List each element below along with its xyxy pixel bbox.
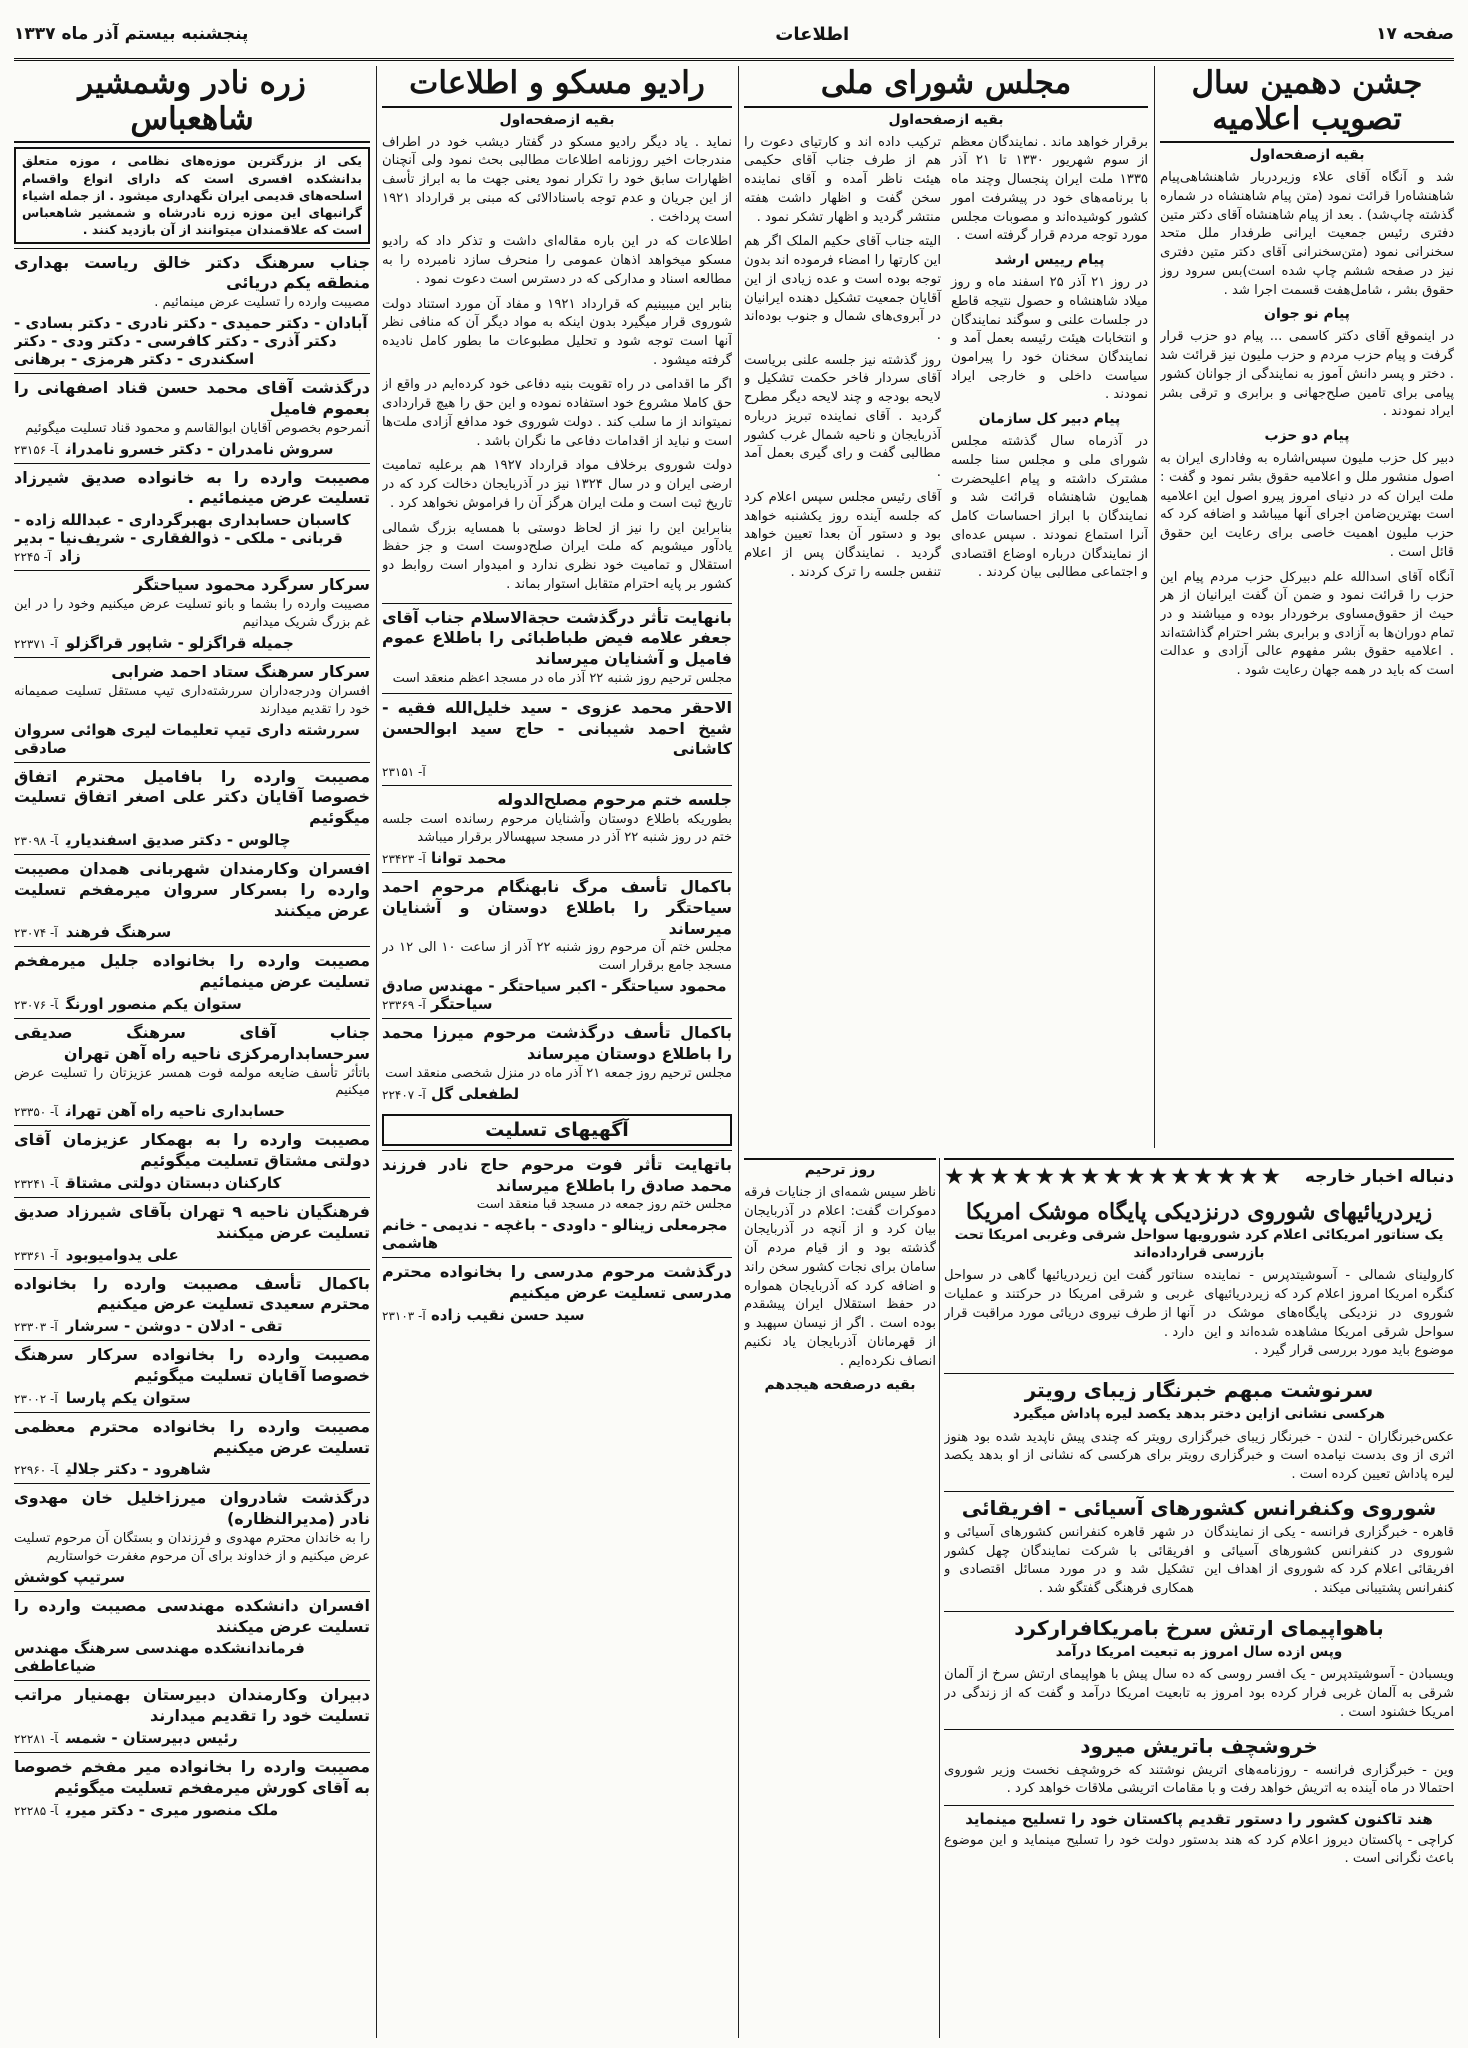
- headline-khrushchev: خروشچف باتریش میرود: [944, 1729, 1454, 1759]
- notice-text: باتأثر تأسف ضایعه مولمه فوت همسر عزیزتان را تسلیت عرض میکنیم: [14, 1065, 370, 1099]
- paragraph: سناتور گفت این زیردریائیها گاهی در سواحل غربی و شرقی امریکا در حرکتند و عملیات آنها از طرف نیروی دریائی مورد مراقبت قرار دارد .: [944, 1268, 1194, 1340]
- column-rule: [1154, 66, 1155, 1148]
- notice: [14, 1591, 370, 1681]
- paragraph: اگر ما اقدامی در راه تقویت بنیه دفاعی خود کرده‌ایم در واقع از حق کاملا مشروع خود استفاده نموده و این حق را هیچ قراردادی نمیتواند از ما سلب کند . دولت شوروی خود مدافع آزادی ملت‌ها است و نباید از اقدامات دفاعی ما نگران باشد .: [382, 377, 732, 449]
- notice-signature: سروش نامدران - دکتر خسرو نامدران: [66, 439, 334, 458]
- notice-text: بطوریکه باطلاع دوستان وآشنایان مرحوم رسانده است جلسه ختم در روز شنبه ۲۲ آذر در مسجد سپهسالار برقرار میباشد: [382, 812, 732, 845]
- notice-signature: شاهرود - دکتر جلالی: [66, 1460, 211, 1479]
- notice-signature: سرتیپ کوشش: [14, 1567, 126, 1586]
- paragraph: در اینموقع آقای دکتر کاسمی ... پیام دو حزب قرار گرفت و پیام حزب مردم و حزب ملیون نیز قرائت شد . دختر و پسر دانش آموز به نمایندگی از جوانان کشور پیامی برای تامین صلح‌جهانی و برابری و ترقی بشر ایراد نمودند .: [1160, 329, 1454, 420]
- notice-code: آ- ۲۳۳۶۹: [382, 998, 426, 1013]
- notice-signature: سرهنگ فرهند: [65, 923, 172, 942]
- paragraph: ترکیب داده اند و کارتیای دعوت را هم از طرف جناب آقای حکیمی هیئت ناظر آمده و آقای نماینده سخن گفت و اظهار داشت هفته منتشر گردید و اظهار تشکر نمود .: [744, 134, 941, 225]
- notice: [14, 248, 370, 374]
- notice-title: افسران وکارمندان شهربانی همدان مصیبت وارده را بسرکار سروان میرمفخم تسلیت عرض میکنند: [14, 858, 370, 920]
- notice-signature: کاسبان حسابداری بهبرگرداری - عبدالله زاده - قربانی - ملکی - ذوالفقاری - شریف‌نیا - بدیر زاد: [14, 511, 351, 566]
- paragraph: بنابراین این را نیز از لحاظ دوستی با همسایه بزرگ شمالی یادآور میشویم که ملت ایران صلح‌دوست است و جز حفظ استقلال و تمامیت خود نظری ندارد و امیدوار است روابط دو کشور بر پایه احترام متقابل استوار بماند .: [382, 520, 732, 592]
- paragraph: بنابر این میبینیم که قرارداد ۱۹۲۱ و مفاد آن مورد استناد دولت شوروی قرار میگیرد بدون اینکه به مواد دیگر آن که منافی نظر آنها است توجه شود و تحلیل مطبوعات ما بطور کامل نادیده گرفته میشود .: [382, 296, 732, 368]
- notice-text: مجلس ختم آن مرحوم روز شنبه ۲۲ آذر از ساعت ۱۰ الی ۱۲ در مسجد جامع برقرار است: [382, 940, 732, 974]
- masthead: [14, 10, 1454, 61]
- notice: [14, 762, 370, 854]
- notice-title: باکمال تأسف مرگ نابهنگام مرحوم احمد سیاحتگر را باطلاع دوستان و آشنایان میرساند: [382, 876, 732, 938]
- notice-text: افسران ودرجه‌داران سررشته‌داری تیپ مستقل تسلیت صمیمانه خود را تقدیم میدارند: [14, 683, 370, 717]
- headline-defector: باهواپیمای ارتش سرخ بامریکافرارکرد: [944, 1611, 1454, 1641]
- continued-label: بقیه ازصفحه‌اول: [1249, 147, 1365, 164]
- notice-signature: محمود سیاحتگر - اکبر سیاحتگر - مهندس صادق سیاحتگر: [382, 977, 727, 1014]
- notice: [14, 1680, 370, 1752]
- obituary-column: [14, 66, 370, 2038]
- notice-signature: علی یدوامیوبود: [65, 1245, 179, 1264]
- notice-title: مصیبت وارده را به بهمکار عزیزمان آقای دولتی مشتاق تسلیت میگوئیم: [14, 1130, 370, 1171]
- notice-title: باتهایت تأثر فوت مرحوم حاج نادر فرزند محمد صادق را باطلاع میرساند: [382, 1154, 732, 1195]
- notice-signature: محمد توانا: [430, 848, 507, 867]
- subheading: روز ترحیم: [804, 1162, 876, 1178]
- notice-code: آ- ۲۳۲۴۱: [14, 1176, 59, 1191]
- notice-code: آ- ۲۲۲۸۵: [14, 1803, 59, 1818]
- paragraph: در روز ۲۱ آذر ۲۵ اسفند ماه و روز میلاد شاهنشاه و حصول نتیجه قاطع در جلسات علنی و سوگند نمایندگان و انتخابات هیئت رئیسه بعمل آمد و نمایندگان سخنان خود را پیرامون سیاست داخلی و خارجی ایراد نمودند .: [951, 275, 1148, 403]
- notice: [14, 1018, 370, 1125]
- deck-defector: وپس ازده سال امروز به تبعیت امریکا درآمد: [1055, 1643, 1343, 1660]
- continued-label: بقیه ازصفحه‌اول: [499, 111, 615, 128]
- notice-code: آ- ۲۳۰۷۴: [14, 926, 58, 941]
- notice-list: [14, 248, 370, 1824]
- section-label: دنباله اخبار خارجه: [1304, 1167, 1454, 1187]
- notice-code: آ- ۲۳۰۰۲: [14, 1391, 58, 1406]
- subheading: پیام رییس ارشد: [994, 252, 1105, 269]
- notice-title: جلسه ختم مرحوم مصلح‌الدوله: [497, 790, 732, 810]
- date-line: پنجشنبه بیستم آذر ماه ۱۳۳۷: [14, 24, 249, 44]
- notice-code: آ- ۲۳۱۵۱: [382, 765, 426, 780]
- paragraph: آنگاه آقای اسدالله علم دبیرکل حزب مردم پیام این حزب را قرائت نمود و ضمن آن گفت ایرانیان از هر حیث از حقوق‌مساوی برخوردار بوده و میباشند و در تمام دوران‌ها به آزادی و برابری بشر احترام گذاشته‌اند . اعلامیه حقوق بشر مفهوم عالی آزادی و عدالت است که باید در همه جهان رعایت شود .: [1160, 569, 1454, 679]
- notice-code: آ- ۲۳۴۲۳: [382, 851, 426, 866]
- notice: [382, 603, 732, 693]
- headline-pakistan: هند تاکنون کشور را دستور تقدیم پاکستان خود را تسلیح مینماید: [944, 1805, 1454, 1829]
- notice-text: مجلس ترحیم روز جمعه ۲۱ آذر ماه در منزل شخصی منعقد است: [385, 1065, 732, 1081]
- notice-title: دبیران وکارمندان دبیرستان بهمنیار مراتب تسلیت خود را تقدیم میدارند: [14, 1685, 370, 1726]
- subheading: پیام دبیر کل سازمان: [978, 411, 1121, 428]
- condolence-ads-title: آگهیهای تسلیت: [382, 1114, 732, 1146]
- notice-signature: فرماندانشکده مهندسی سرهنگ مهندس ضیاعاطفی: [14, 1639, 305, 1676]
- headline-majlis: مجلس شورای ملی: [744, 66, 1148, 108]
- notice-code: آ- ۲۲۴۰۷: [382, 1087, 426, 1102]
- notice-text: مجلس ختم روز جمعه در مسجد قبا منعقد است: [476, 1197, 732, 1213]
- notice-code: آ- ۲۳۰۷۶: [14, 997, 59, 1012]
- paragraph: دولت شوروی برخلاف مواد قرارداد ۱۹۲۷ هم برعلیه تمامیت ارضی ایران و در سال ۱۳۲۴ نیز در آذربایجان دخالت کرد که در تاریخ ثبت است و ملت ایران هرگز آن را فراموش نخواهد کرد .: [382, 458, 732, 511]
- notice-code: آ- ۲۲۹۶۰: [14, 1463, 59, 1478]
- notice: [14, 946, 370, 1018]
- continued-next-label: بقیه درصفحه هیجدهم: [764, 1377, 916, 1394]
- paragraph: الیته جناب آقای حکیم الملک اگر هم این کارتها را امضاء فرموده اند بدون توجه بوده است و عده زیادی از این آقایان جمعیت تشکیل دهنده ایرانیان در آبروی‌های شمال و جنوب بوده‌اند .: [744, 234, 941, 343]
- notice-title: جناب سرهنگ دکتر خالق ریاست بهداری منطقه یکم دریائی: [14, 252, 370, 293]
- paragraph: ویسبادن - آسوشیتدپرس - یک افسر روسی که ده سال پیش با هواپیمای ارتش سرخ از آلمان شرقی به آلمان غربی فرار کرده بود امروز به تابعیت امریکا درآمد و گفت که از زندگی در امریکا خشنود است .: [944, 1667, 1454, 1720]
- newspaper-page: [14, 10, 1454, 2038]
- notice: [14, 1340, 370, 1412]
- notice-code: آ- ۲۳۳۵۰: [14, 1105, 59, 1120]
- deck-submarines: یک سناتور امریکائی اعلام کرد شورویها سواحل شرقی وغربی امریکا تحت بازرسی قرارداده‌اند: [954, 1227, 1444, 1261]
- notice-signature: مجرمعلی زینالو - داودی - باغچه - ندیمی - خانم هاشمی: [382, 1216, 728, 1253]
- notice-title: مصیبت وارده را بخانواده جلیل میرمفخم تسلیت عرض مینمائیم: [14, 951, 370, 992]
- notice-signature: ستوان یکم منصور اورنگ: [66, 994, 242, 1013]
- paragraph: شد و آنگاه آقای علاء وزیردربار شاهنشاهی‌پیام شاهنشاه‌را قرائت نمود (متن پیام شاهنشاه در شماره گذشته چاپ‌شد) . بعد از پیام شاهنشاه آقای دکتر متین دفتری رئیس جمعیت ایرانی طرفدار ملل متحد سخنرانی نمود (متن‌سخنرانی آقای دکتر متین دفتری نیز در صفحه ششم چاپ شده است)‌بس سرود روز حقوق بشر ، شامل‌هفت قسمت اجرا شد .: [1160, 170, 1454, 298]
- headline-jashn: جشن دهمین سال تصویب اعلامیه: [1160, 66, 1454, 143]
- notice-title: الاحقر محمد عزوی - سید خلیل‌الله فقیه - شیخ احمد شیبانی - حاج سید ابوالحسن کاشانی: [382, 697, 732, 759]
- paragraph: کارولینای شمالی - آسوشیتدپرس - نماینده کنگره امریکا امروز اعلام کرد که زیردریائیهای شوروی در نزدیکی پایگاه‌های موشک در سواحل شرقی امریکا مشاهده شده‌اند و این موضوع باید مورد بررسی قرار گیرد .: [1204, 1268, 1454, 1359]
- notice-signature: تقی - ادلان - دوشن - سرشار: [65, 1317, 283, 1336]
- notice-title: مصیبت وارده را بافامیل محترم اتفاق خصوصا آقایان دکتر علی اصغر اتفاق تسلیت میگوئیم: [14, 766, 370, 828]
- headline-museum: زره نادر وشمشیر شاهعباس: [14, 66, 370, 143]
- notice: [14, 1197, 370, 1269]
- notice-title: بانهایت تأثر درگذشت حجةالاسلام جناب آقای جعفر علامه فیض طباطبائی را باطلاع عموم فامیل و آشنایان میرساند: [382, 607, 732, 669]
- paragraph: اطلاعات که در این باره مقاله‌ای داشت و تذکر داد که رادیو مسکو میخواهد اذهان عمومی را منحرف سازد نامبرده را به مطالعه اسناد و مدارکی که در دسترس است دعوت نمود .: [382, 234, 732, 287]
- column-rule: [939, 1158, 940, 2038]
- notice: [382, 872, 732, 1018]
- article-radio: [382, 66, 732, 2038]
- notice: [14, 1412, 370, 1484]
- subheading: پیام نو جوان: [1264, 306, 1350, 323]
- notice-signature: لطفعلی گل: [430, 1084, 520, 1103]
- notice-title: سرکار سرهنگ ستاد احمد ضرابی: [111, 661, 370, 681]
- notice: [14, 1483, 370, 1590]
- notice-signature: ستوان یکم پارسا: [65, 1388, 191, 1407]
- notice-signature: آبادان - دکتر حمیدی - دکتر نادری - دکتر بسادی - دکتر آذری - دکتر کافرسی - دکتر ودی - دکتر اسکندری - دکتر هرمزی - برهانی: [14, 314, 368, 369]
- page-number: صفحه ۱۷: [1376, 24, 1454, 44]
- notice-signature: حسابداری ناحیه راه آهن تهران: [66, 1102, 286, 1121]
- notice-code: آ- ۲۲۴۵: [14, 550, 52, 565]
- paragraph: کراچی - پاکستان دیروز اعلام کرد که هند بدستور دولت خود را تسلیح مینماید و این موضوع باعث نگرانی است .: [944, 1832, 1454, 1867]
- notice: [382, 1257, 732, 1329]
- notice: [14, 854, 370, 946]
- notice-signature: چالوس - دکتر صدیق اسفندیاری: [66, 830, 291, 849]
- paragraph: عکس‌خبرنگاران - لندن - خبرنگار زیبای خبرگزاری رویتر که چندی پیش ناپدید شده بود هنوز اثری از وی بدست نیامده است و خبرگزاری رویتر برای هرکسی که نشانی از او بدهد یکصد لیره پاداش تعیین کرده است .: [944, 1429, 1454, 1483]
- subheading: پیام دو حزب: [1264, 428, 1350, 445]
- notice-title: مصیبت وارده را بخانواده محترم معظمی تسلیت عرض میکنیم: [14, 1416, 370, 1457]
- paragraph: برقرار خواهد ماند . نمایندگان معظم از سوم شهریور ۱۳۳۰ تا ۲۱ آذر ۱۳۳۵ ملت ایران پنجسال وچند ماه با برنامه‌های خود در پیشرفت امور کشور کوشیده‌اند و مصوبات مجلس مورد توجه مردم قرار گرفته است .: [951, 134, 1148, 244]
- notice-signature: رئیس دبیرستان - شمس: [66, 1729, 238, 1747]
- paragraph: در شهر قاهره کنفرانس کشورهای آسیائی و افریقائی با شرکت نمایندگان چهل کشور تشکیل شد و در مورد مسائل اقتصادی و همکاری فرهنگی گفتگو شد .: [944, 1524, 1194, 1597]
- two-column-block: [944, 1524, 1454, 1605]
- notice: [382, 1018, 732, 1108]
- notice-signature: سید حسن نقیب زاده: [430, 1305, 585, 1324]
- paragraph: وین - خبرگزاری فرانسه - روزنامه‌های اتریش نوشتند که خروشچف نخست وزیر شوروی احتمالا در ماه آینده به اتریش خواهد رفت و با مقامات اتریشی ملاقات خواهد کرد .: [944, 1762, 1454, 1797]
- notice-code: آ- ۲۲۳۷۱: [14, 636, 58, 651]
- notice-title: درگذشت آقای محمد حسن قناد اصفهانی را بعموم فامیل: [14, 378, 370, 418]
- notice: [382, 693, 732, 785]
- notice-code: آ- ۲۳۳۰۳: [14, 1320, 58, 1335]
- continued-label: بقیه ازصفحه‌اول: [888, 111, 1004, 128]
- column-rule: [738, 66, 739, 2038]
- headline-radio: رادیو مسکو و اطلاعات: [382, 66, 732, 108]
- notice: [14, 1752, 370, 1824]
- notice-code: آ- ۲۳۱۰۳: [382, 1308, 426, 1323]
- notice-title: درگذشت شادروان میرزاخلیل خان مهدوی نادر (مدیرالنظاره): [14, 1488, 370, 1529]
- notice-text: آنمرحوم بخصوص آقایان ابوالقاسم و محمود قناد تسلیت میگوئیم: [25, 420, 370, 436]
- museum-intro: یکی از بزرگترین موزه‌های نظامی ، موزه متعلق بدانشکده افسری است که دارای انواع واقسام اسلحه‌های قدیمی ایران نگهداری میشود . از جمله اشیاء گرانبهای این موزه زره نادرشاه و شمشیر شاهعباس است که علاقمندان میتوانند از آن بازدید کنند .: [22, 153, 362, 238]
- headline-conference: شوروی وکنفرانس کشورهای آسیائی - افریقائی: [944, 1491, 1454, 1521]
- obituary-block-mid: [382, 603, 732, 1329]
- notice-signature: کارکنان دبستان دولتی مشتاق: [66, 1173, 282, 1192]
- notice-signature: ملک منصور میری - دکتر میری: [66, 1800, 279, 1819]
- notice: [14, 1269, 370, 1341]
- notice: [14, 373, 370, 463]
- notice-title: مصیبت وارده را بخانواده میر مفخم خصوصا به آقای کورش میرمفخم تسلیت میگوئیم: [14, 1757, 370, 1797]
- paragraph: ناظر سیس شمه‌ای از جنایات فرقه دموکرات گفت: اعلام در آذربایجان بیان کرد و از آنچه در آذربایجان گذشته بود و از قیام مردم آن سامان برای نجات کشور سخن راند و اضافه کرد که آذربایجان همواره در حفظ استقلال ایران پیشقدم بوده است . اگر از نیسان سپهبد و از قهرمانان آذربایجان یاد نکنیم انصاف نکرده‌ایم .: [744, 1185, 936, 1369]
- two-column-block: [744, 134, 1148, 589]
- notice-text: مجلس ترحیم روز شنبه ۲۲ آذر ماه در مسجد اعظم منعقد است: [392, 670, 732, 686]
- notice-text: مصیبت وارده را تسلیت عرض مینمائیم .: [154, 295, 370, 311]
- deck-reuters: هرکسی نشانی ازاین دختر بدهد یکصد لیره پاداش میگیرد: [1013, 1406, 1385, 1423]
- notice: [14, 463, 370, 571]
- paragraph: قاهره - خبرگزاری فرانسه - یکی از نمایندگان شوروی در کنفرانس کشورهای آسیائی و افریقائی اعلام کرد که شوروی از اهداف این کنفرانس پشتیبانی میکند .: [1204, 1524, 1454, 1597]
- notice-title: افسران دانشکده مهندسی مصیبت وارده را تسلیت عرض میکنند: [14, 1595, 370, 1636]
- notice-code: آ- ۲۳۰۹۸: [14, 833, 59, 848]
- notice-title: مصیبت وارده را به خانواده صدیق شیرزاد تسلیت عرض مینمائیم .: [14, 467, 370, 508]
- notice: [14, 657, 370, 762]
- notice-title: فرهنگیان ناحیه ۹ تهران بآقای شیرزاد صدیق تسلیت عرض میکنند: [14, 1201, 370, 1242]
- two-column-block: [944, 1267, 1454, 1367]
- notice-title: باکمال تأسف مصیبت وارده را بخانواده محترم سعیدی تسلیت عرض میکنیم: [14, 1273, 370, 1314]
- paragraph: نماید . یاد دیگر رادیو مسکو در گفتار دیشب خود در اطراف مندرجات اخیر روزنامه اطلاعات مطالبی بحث نمود ولی آنچنان اظهارات سابق خود را تکرار نمود یعنی جهت ما به ابراز تأسف از این جریان و عدم توجه باسنادالائی که مبنی بر قرارداد ۱۹۲۱ است پرداخت .: [382, 134, 732, 225]
- notice-signature: سررشته داری تیپ تعلیمات لیری هوائی سروان صادقی: [14, 720, 360, 757]
- notice-signature: جمیله قراگزلو - شاپور قراگزلو: [65, 633, 294, 652]
- notice: [382, 785, 732, 872]
- notice-code: آ- ۲۲۲۸۱: [14, 1732, 59, 1746]
- paper-name: اطلاعات: [775, 23, 850, 45]
- paragraph: دبیر کل حزب ملیون سپس‌اشاره به وفاداری ایران به اصول منشور ملل و اعلامیه حقوق بشر نمود و گفت : ملت ایران که در دنیای امروز پیرو اصول این اعلامیه است بهترین‌ضامن اجرای آنها میباشد و اضافه کرد که حزب ملیون اهمیت خاصی برای رعایت این حقوق قائل است .: [1160, 451, 1454, 560]
- notice-title: جناب آقای سرهنگ صدیقی سرحسابدارمرکزی ناحیه راه آهن تهران: [14, 1022, 370, 1063]
- headline-reuters: سرنوشت مبهم خبرنگار زیبای رویتر: [944, 1373, 1454, 1403]
- notice-code: آ- ۲۳۳۶۱: [14, 1248, 58, 1263]
- notice-title: درگذشت مرحوم مدرسی را بخانواده محترم مدرسی تسلیت عرض میکنیم: [382, 1262, 732, 1303]
- paragraph: در آذرماه سال گذشته مجلس شورای ملی و مجلس سنا جلسه مشترک داشته و پیام اعلیحضرت همایون شاهنشاه قرائت شد و نمایندگان با ابراز احساسات کامل آنرا استماع نمودند . سپس عده‌ای از نمایندگان درباره اوضاع اقتصادی و اجتماعی مطالبی بیان کردند .: [951, 434, 1148, 581]
- notice-title: سرکار سرگرد محمود سیاحتگر: [133, 575, 370, 595]
- notice-title: مصیبت وارده را بخانواده سرکار سرهنگ خصوصا آقایان تسلیت میگوئیم: [14, 1345, 370, 1385]
- star-rule: ★★★★★★★★★★★★★★★: [944, 1164, 1284, 1190]
- column-rule: [376, 66, 377, 2038]
- paragraph: روز گذشته نیز جلسه علنی بریاست آقای سردار فاخر حکمت تشکیل و لایحه بودجه و چند لایحه دیگر مطرح گردید . آقای نماینده تبریز درباره آذربایجان و ناحیه شمال غرب کشور مطالبی گفت و رای گیری بعمل آمد .: [744, 352, 941, 481]
- headline-submarines: زیردریائیهای شوروی درنزدیکی پایگاه موشک امریکا: [965, 1199, 1433, 1225]
- foreign-news-section: [944, 1158, 1454, 2040]
- notice: [382, 1150, 732, 1258]
- notice-text: مصیبت وارده را بشما و بانو تسلیت عرض میکنیم وخود را در این غم بزرگ شریک میدانیم: [14, 596, 370, 630]
- article-majlis-continued: [744, 1158, 936, 2040]
- notice-title: باکمال تأسف درگذشت مرحوم میرزا محمد را باطلاع دوستان میرساند: [382, 1023, 732, 1063]
- notice-text: را به خاندان محترم مهدوی و فرزندان و بستگان آن مرحوم تسلیت عرض میکنیم و از خداوند برای آن مرحوم مغفرت خواستاریم: [14, 1530, 370, 1564]
- article-jashn: [1160, 66, 1454, 1148]
- notice: [14, 570, 370, 657]
- notice-code: آ- ۲۳۱۵۶: [14, 442, 59, 457]
- notice: [14, 1125, 370, 1197]
- paragraph: آقای رئیس مجلس سپس اعلام کرد که جلسه آینده روز یکشنبه خواهد بود و دستور آن بعدا تعیین خواهد گردید . نمایندگان پس از اعلام تنفس جلسه را ترک کردند .: [744, 489, 941, 580]
